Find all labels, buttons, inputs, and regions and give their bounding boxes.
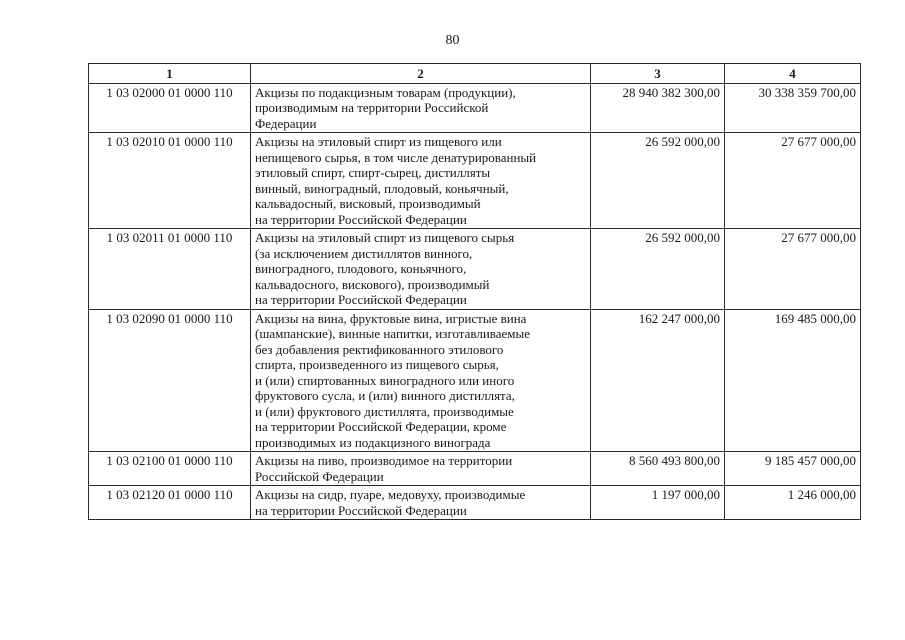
column-header-4: 4 xyxy=(725,64,861,84)
page-number: 80 xyxy=(445,33,460,48)
amount-cell-col4: 27 677 000,00 xyxy=(725,229,861,310)
table-row xyxy=(89,452,861,486)
column-header-1: 1 xyxy=(89,64,251,84)
amount-cell-col4: 30 338 359 700,00 xyxy=(725,83,861,133)
table-row xyxy=(89,309,861,452)
budget-code-cell: 1 03 02100 01 0000 110 xyxy=(89,452,251,486)
income-name-cell: Акцизы на этиловый спирт из пищевого сырья (за исключением дистиллятов винного, виноградного, плодового, коньячного, кальвадосного, вискового), производимый на территории Российской Федерации xyxy=(251,229,591,310)
amount-cell-col3: 26 592 000,00 xyxy=(591,133,725,229)
income-name-cell: Акцизы на сидр, пуаре, медовуху, производимые на территории Российской Федерации xyxy=(251,486,591,520)
budget-code-cell: 1 03 02011 01 0000 110 xyxy=(89,229,251,310)
income-name-cell: Акцизы на вина, фруктовые вина, игристые вина (шампанские), винные напитки, изготавливаемые без добавления ректификованного этилового спирта, произведенного из пищевого сырья, и (или) спиртованных виноградного или иного фруктового сусла, и (или) винного дистиллята, и (или) фруктового дистиллята, производимые на территории Российской Федерации, кроме производимых из подакцизного винограда xyxy=(251,309,591,452)
table-header-row xyxy=(89,64,861,84)
amount-cell-col4: 1 246 000,00 xyxy=(725,486,861,520)
budget-code-cell: 1 03 02090 01 0000 110 xyxy=(89,309,251,452)
budget-code-cell: 1 03 02000 01 0000 110 xyxy=(89,83,251,133)
table-row xyxy=(89,229,861,310)
amount-cell-col4: 27 677 000,00 xyxy=(725,133,861,229)
table-row xyxy=(89,133,861,229)
amount-cell-col4: 9 185 457 000,00 xyxy=(725,452,861,486)
budget-code-cell: 1 03 02010 01 0000 110 xyxy=(89,133,251,229)
income-name-cell: Акцизы на пиво, производимое на территории Российской Федерации xyxy=(251,452,591,486)
income-name-cell: Акцизы по подакцизным товарам (продукции), производимым на территории Российской Федерации xyxy=(251,83,591,133)
column-header-3: 3 xyxy=(591,64,725,84)
column-header-2: 2 xyxy=(251,64,591,84)
table-row xyxy=(89,486,861,520)
amount-cell-col3: 26 592 000,00 xyxy=(591,229,725,310)
budget-table xyxy=(88,63,861,520)
table-row xyxy=(89,83,861,133)
income-name-cell: Акцизы на этиловый спирт из пищевого или непищевого сырья, в том числе денатурированный этиловый спирт, спирт-сырец, дистилляты винный, виноградный, плодовый, коньячный, кальвадосный, висковый, производимый на территории Российской Федерации xyxy=(251,133,591,229)
budget-code-cell: 1 03 02120 01 0000 110 xyxy=(89,486,251,520)
amount-cell-col4: 169 485 000,00 xyxy=(725,309,861,452)
amount-cell-col3: 1 197 000,00 xyxy=(591,486,725,520)
amount-cell-col3: 28 940 382 300,00 xyxy=(591,83,725,133)
amount-cell-col3: 8 560 493 800,00 xyxy=(591,452,725,486)
amount-cell-col3: 162 247 000,00 xyxy=(591,309,725,452)
